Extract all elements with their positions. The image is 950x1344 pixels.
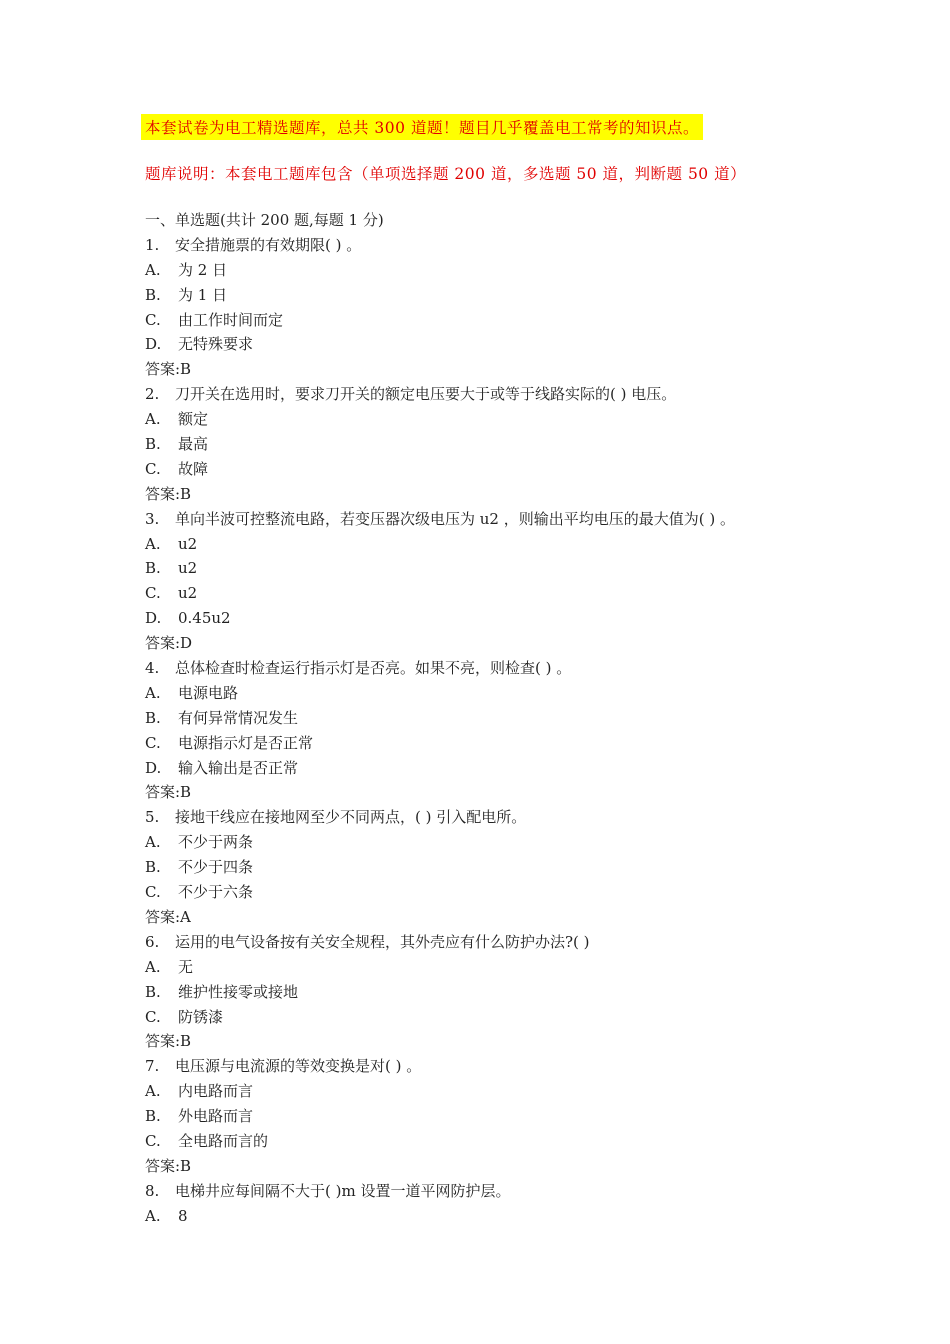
option-item — [145, 283, 845, 308]
question-number: 7. — [145, 1057, 160, 1076]
question-number: 4. — [145, 659, 160, 678]
option-text: 不少于六条 — [178, 883, 254, 902]
option-text: 8 — [178, 1206, 188, 1225]
option-letter: B. — [145, 1107, 161, 1126]
option-text: u2 — [178, 584, 198, 603]
option-item — [145, 880, 845, 905]
option-item — [145, 407, 845, 432]
option-item — [145, 1204, 845, 1229]
option-letter: A. — [145, 1082, 161, 1101]
option-letter: C. — [145, 459, 161, 478]
question-stem — [145, 930, 845, 955]
question-text: 接地干线应在接地网至少不同两点，( ) 引入配电所。 — [175, 808, 527, 827]
question-stem — [145, 1054, 845, 1079]
question-stem — [145, 656, 845, 681]
option-letter: B. — [145, 858, 161, 877]
question-number: 2. — [145, 385, 160, 404]
option-letter: C. — [145, 1131, 161, 1150]
question-text: 总体检查时检查运行指示灯是否亮。如果不亮，则检查( ) 。 — [175, 659, 572, 678]
option-text: 防锈漆 — [178, 1007, 224, 1026]
option-text: 不少于两条 — [178, 833, 254, 852]
option-text: 故障 — [178, 459, 209, 478]
option-item — [145, 332, 845, 357]
option-item — [145, 955, 845, 980]
option-item — [145, 681, 845, 706]
option-letter: C. — [145, 310, 161, 329]
option-item — [145, 308, 845, 333]
option-letter: B. — [145, 708, 161, 727]
question-number: 6. — [145, 932, 160, 951]
option-letter: A. — [145, 1206, 161, 1225]
option-item — [145, 731, 845, 756]
questions-container — [145, 233, 845, 1229]
option-letter: A. — [145, 957, 161, 976]
answer-line: 答案:B — [145, 1032, 192, 1051]
option-item — [145, 1104, 845, 1129]
option-letter: A. — [145, 410, 161, 429]
option-text: 最高 — [178, 435, 209, 454]
answer-line: 答案:B — [145, 484, 192, 503]
question-text: 单向半波可控整流电路，若变压器次级电压为 u2 ，则输出平均电压的最大值为( ) 。 — [175, 509, 735, 528]
option-text: 由工作时间而定 — [178, 310, 284, 329]
exam-banner: 本套试卷为电工精选题库，总共 300 道题！题目几乎覆盖电工常考的知识点。 — [141, 114, 703, 140]
option-item — [145, 606, 845, 631]
question-stem — [145, 382, 845, 407]
option-text: 为 2 日 — [178, 260, 228, 279]
option-item — [145, 457, 845, 482]
bank-description: 题库说明：本套电工题库包含（单项选择题 200 道，多选题 50 道，判断题 50 道） — [145, 165, 747, 183]
option-item — [145, 980, 845, 1005]
option-letter: A. — [145, 260, 161, 279]
question-text: 刀开关在选用时，要求刀开关的额定电压要大于或等于线路实际的( ) 电压。 — [175, 385, 677, 404]
question-text: 安全措施票的有效期限( ) 。 — [175, 235, 362, 254]
option-text: 不少于四条 — [178, 858, 254, 877]
answer-line: 答案:D — [145, 634, 193, 653]
answer-line: 答案:B — [145, 360, 192, 379]
option-text: 输入输出是否正常 — [178, 758, 299, 777]
option-letter: A. — [145, 833, 161, 852]
option-letter: A. — [145, 534, 161, 553]
option-item — [145, 1129, 845, 1154]
option-text: 无特殊要求 — [178, 335, 254, 354]
option-letter: C. — [145, 733, 161, 752]
option-item — [145, 432, 845, 457]
option-text: 为 1 日 — [178, 285, 228, 304]
question-number: 8. — [145, 1181, 160, 1200]
option-text: 维护性接零或接地 — [178, 982, 299, 1001]
option-text: 外电路而言 — [178, 1107, 254, 1126]
option-item — [145, 1005, 845, 1030]
question-stem — [145, 507, 845, 532]
option-text: 额定 — [178, 410, 209, 429]
option-letter: B. — [145, 559, 161, 578]
option-letter: C. — [145, 883, 161, 902]
question-stem — [145, 233, 845, 258]
answer-line: 答案:B — [145, 783, 192, 802]
option-item — [145, 855, 845, 880]
option-text: u2 — [178, 559, 198, 578]
option-text: 0.45u2 — [178, 609, 231, 628]
question-text: 电压源与电流源的等效变换是对( ) 。 — [175, 1057, 422, 1076]
question-number: 3. — [145, 509, 160, 528]
question-text: 电梯井应每间隔不大于( )m 设置一道平网防护层。 — [175, 1181, 511, 1200]
option-letter: D. — [145, 609, 162, 628]
option-text: 内电路而言 — [178, 1082, 254, 1101]
option-item — [145, 1079, 845, 1104]
option-letter: B. — [145, 285, 161, 304]
question-text: 运用的电气设备按有关安全规程，其外壳应有什么防护办法?( ) — [175, 932, 590, 951]
option-letter: D. — [145, 335, 162, 354]
option-item — [145, 830, 845, 855]
option-text: 全电路而言的 — [178, 1131, 269, 1150]
option-text: 电源电路 — [178, 683, 239, 702]
option-letter: B. — [145, 435, 161, 454]
option-item — [145, 756, 845, 781]
question-stem — [145, 1179, 845, 1204]
option-item — [145, 556, 845, 581]
option-item — [145, 258, 845, 283]
option-text: 有何异常情况发生 — [178, 708, 299, 727]
section-title: 一、单选题(共计 200 题,每题 1 分) — [145, 211, 384, 229]
question-number: 5. — [145, 808, 160, 827]
option-item — [145, 532, 845, 557]
answer-line: 答案:A — [145, 907, 191, 926]
option-item — [145, 706, 845, 731]
option-letter: A. — [145, 683, 161, 702]
option-letter: C. — [145, 1007, 161, 1026]
option-letter: C. — [145, 584, 161, 603]
option-text: u2 — [178, 534, 198, 553]
option-text: 电源指示灯是否正常 — [178, 733, 314, 752]
option-letter: B. — [145, 982, 161, 1001]
option-letter: D. — [145, 758, 162, 777]
option-text: 无 — [178, 957, 194, 976]
option-item — [145, 581, 845, 606]
question-list — [145, 208, 845, 1229]
question-number: 1. — [145, 235, 160, 254]
question-stem — [145, 805, 845, 830]
answer-line: 答案:B — [145, 1156, 192, 1175]
